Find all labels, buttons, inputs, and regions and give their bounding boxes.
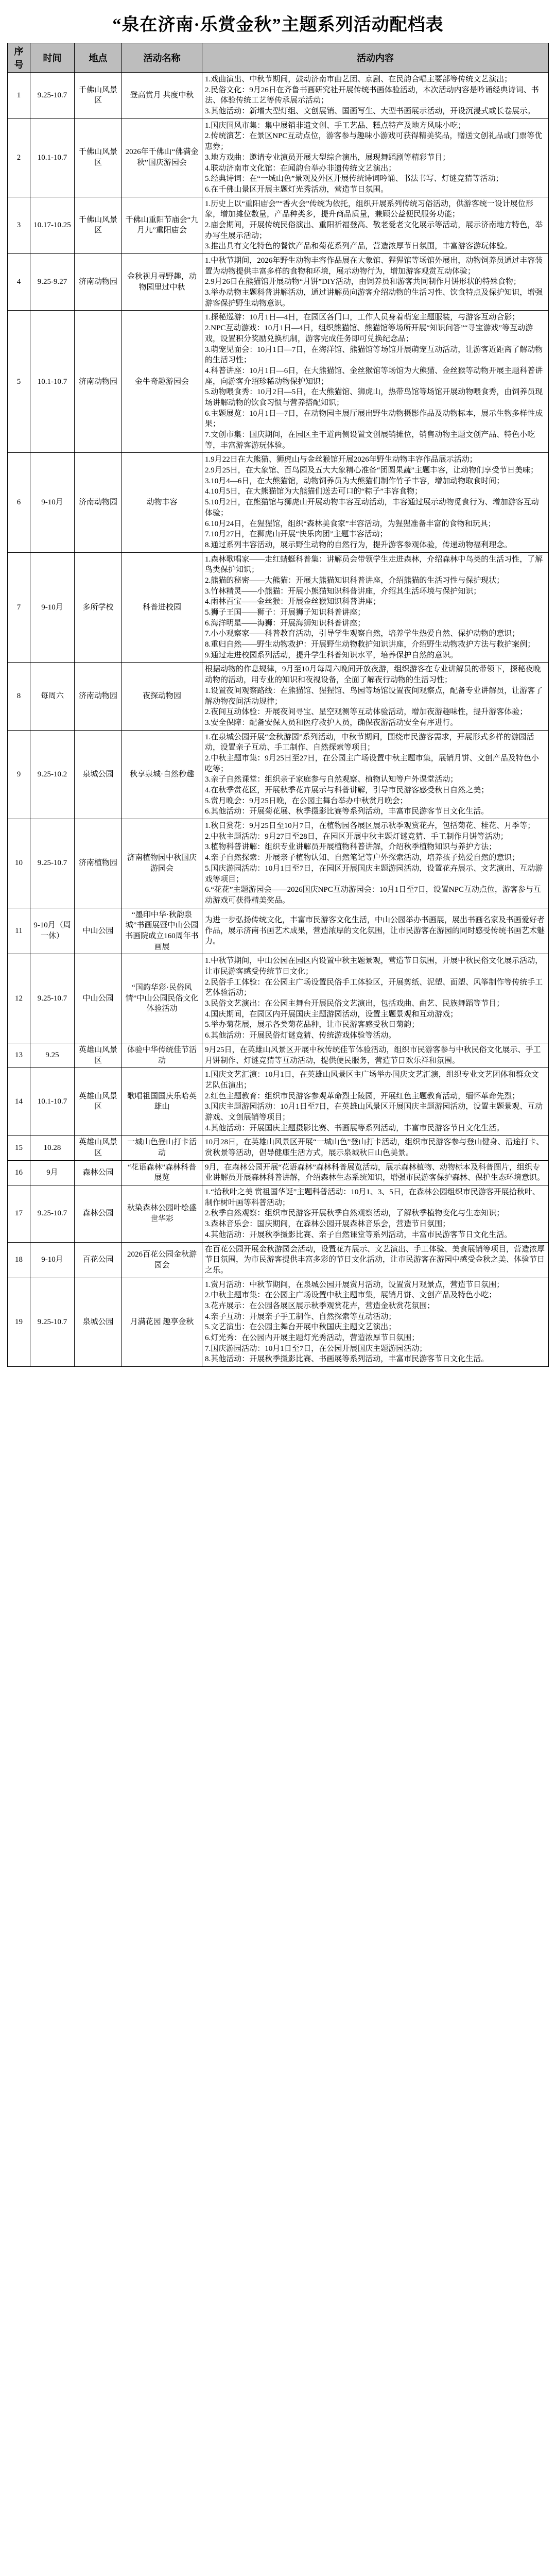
activity-item: 3.植物科普讲解：组织专业讲解员开展植物科普讲解，介绍秋季植物知识与养护方法；: [205, 843, 497, 852]
activity-item: 9.通过走进校园系列活动，提升学生科普知识水平，培养保护自然的意识。: [205, 651, 458, 659]
row-time: 9-10月（周一休）: [30, 908, 75, 954]
row-place: 济南动物园: [75, 311, 122, 453]
row-number: 13: [8, 1043, 30, 1067]
row-activity-content: [202, 1278, 549, 1367]
activity-item: 2.熊猫的秘密——大熊猫：开展大熊猫知识科普讲座，介绍熊猫的生活习性与保护现状；: [205, 576, 505, 585]
activity-item: 6.在千佛山景区开展主题灯光秀活动，营造节日氛围。: [205, 185, 389, 194]
row-activity-name: 歌唱祖国国庆乐哈英雄山: [122, 1068, 202, 1136]
row-place: 济南动物园: [75, 663, 122, 730]
row-time: 10.1-10.7: [30, 1068, 75, 1136]
header-activity-content: 活动内容: [202, 43, 549, 73]
row-time: 9-10月: [30, 453, 75, 552]
row-place: 济南动物园: [75, 254, 122, 311]
activity-item: 1.在泉城公园开展“金秋游园”系列活动，中秋节期间，围绕市民游客需求，开展形式多样的游园活动，设置亲子互动、手工制作、自然探索等项目；: [205, 733, 534, 752]
row-activity-name: 夜探动物园: [122, 663, 202, 730]
row-place: 中山公园: [75, 908, 122, 954]
activity-item: 2.红色主题教育：组织市民游客参观革命烈士陵园，开展红色主题教育活动，缅怀革命先烈；: [205, 1092, 520, 1100]
activity-item: 9月25日，在英雄山风景区开展中秋传统佳节体验活动，组织市民游客参与中秋民俗文化展示、手工月饼制作、灯谜竞猜等互动活动，提供便民服务，营造节日欢乐祥和氛围。: [205, 1045, 541, 1065]
activity-item: 6.灯光秀：在公园内开展主题灯光秀活动，营造浓厚节日氛围；: [205, 1334, 420, 1342]
table-row: [8, 197, 549, 253]
table-row: [8, 819, 549, 908]
row-number: 4: [8, 254, 30, 311]
table-row: [8, 254, 549, 311]
row-place: 济南植物园: [75, 819, 122, 908]
row-activity-name: 动物丰容: [122, 453, 202, 552]
activity-item: 3.其他活动：新增大型灯组、文创展销、国画写生、大型书画展示活动，开设沉浸式或长卷展示。: [205, 107, 535, 116]
activity-item: 2.传统演艺：在景区NPC互动点位，游客参与趣味小游戏可获得精美奖品，赠送文创礼品或门票等优惠券；: [205, 132, 543, 151]
row-activity-content: [202, 954, 549, 1043]
activity-item: 2.中秋主题市集：9月25日至27日，在公园主广场设置中秋主题市集，展销月饼、文创产品及特色小吃等；: [205, 754, 539, 773]
activity-item: 5.动物喂食秀：10月2日—5日，在大熊猫馆、狮虎山，热带鸟馆等场馆开展动物喂食秀，由饲养员现场讲解动物的饮食习惯与营养搭配知识；: [205, 388, 543, 407]
row-activity-name: 2026百花公园金秋游园会: [122, 1242, 202, 1278]
row-activity-name: “国韵华彩·民俗风情”中山公园民俗文化体验活动: [122, 954, 202, 1043]
activity-item: 3.推出具有文化特色的餐饮产品和菊花系列产品，营造浓厚节日氛围，丰富游客游玩体验。: [205, 242, 512, 251]
activity-item: 1.历史上以“重阳庙会”“香火会”传统为依托，组织开展系列传统习俗活动，供游客统一设计展位形象，增加摊位数量，产品种类多，提升商品质量，兼顾公益便民服务功能；: [205, 199, 533, 219]
row-number: 8: [8, 663, 30, 730]
row-activity-name: 登高赏月 共度中秋: [122, 73, 202, 119]
row-time: 9.25-10.7: [30, 73, 75, 119]
row-number: 12: [8, 954, 30, 1043]
table-row: [8, 954, 549, 1043]
activity-item: 4.国庆期间，在园区内开展国庆主题游园活动，设置主题景观和互动游戏；: [205, 1010, 458, 1019]
activity-item: 4.其他活动：开展秋季摄影比赛、亲子自然课堂等系列活动，丰富市民游客节日文化生活。: [205, 1230, 512, 1239]
row-place: 英雄山风景区: [75, 1043, 122, 1067]
activity-item: 3.地方戏曲：邀请专业演员开展大型综合演出，展现舞蹈剧等精彩节目；: [205, 153, 450, 162]
activity-item: 3.国庆主题游园活动：10月1日至7日，在英雄山风景区开展国庆主题游园活动，设置主题景观、互动游戏、文创展销等项目；: [205, 1103, 543, 1122]
activity-item: 4.联动济南市文化馆：在闻韵台举办非遗传统文艺演出；: [205, 164, 396, 173]
activity-item: 6.“花花”主题游园会——2026国庆NPC互动游园会：10月1日至7日，设置NPC互动点位，游客参与互动游戏可获得精美奖品。: [205, 886, 541, 905]
row-activity-name: 千佛山重阳节庙会“九月九”重阳庙会: [122, 197, 202, 253]
table-row: [8, 730, 549, 819]
row-time: 9.25-10.7: [30, 819, 75, 908]
header-time: 时间: [30, 43, 75, 73]
activity-item: 4.雨林百宝——金丝猴：开展金丝猴知识科普讲座；: [205, 598, 381, 606]
row-number: 5: [8, 311, 30, 453]
row-number: 15: [8, 1136, 30, 1160]
activity-item: 3.10月4—6日，在大熊猫馆，动物饲养员为大熊猫们制作竹子丰容，增加动物取食时间；: [205, 477, 505, 485]
table-header-row: [8, 43, 549, 73]
row-activity-content: [202, 73, 549, 119]
activity-item: 5.经典诗词：在“一城山色”景观及外区开展传统诗词吟诵、书法书写、灯谜竞猜等活动；: [205, 175, 503, 183]
row-activity-content: [202, 1160, 549, 1185]
activity-item: 1.国庆国风市集：集中展销非遗文创、手工艺品、糕点特产及地方风味小吃；: [205, 121, 466, 130]
activity-item: 1.赏月活动：中秋节期间，在泉城公园开展赏月活动，设置赏月观景点，营造节日氛围；: [205, 1280, 505, 1289]
row-activity-name: 金牛奇趣游园会: [122, 311, 202, 453]
header-activity-name: 活动名称: [122, 43, 202, 73]
activity-item: 4.亲子自然探索：开展亲子植物认知、自然笔记等户外探索活动，培养孩子热爱自然的意识；: [205, 854, 520, 862]
header-place: 地点: [75, 43, 122, 73]
activity-item: 1.国庆文艺汇演：10月1日，在英雄山风景区主广场举办国庆文艺汇演，组织专业文艺团体和群众文艺队伍演出；: [205, 1071, 539, 1090]
row-activity-content: [202, 908, 549, 954]
row-activity-name: 一城山色登山打卡活动: [122, 1136, 202, 1160]
document-title: “泉在济南·乐赏金秋”主题系列活动配档表: [112, 15, 444, 35]
row-place: 森林公园: [75, 1160, 122, 1185]
row-activity-content: [202, 1068, 549, 1136]
row-number: 18: [8, 1242, 30, 1278]
activity-item: 2.夜间互动体验：开展夜间寻宝、星空观测等互动体验活动，增加夜游趣味性，提升游客体验；: [205, 708, 528, 717]
activity-item: 5.赏月晚会：9月25日晚，在公园主舞台举办中秋赏月晚会；: [205, 796, 408, 805]
row-number: 3: [8, 197, 30, 253]
row-time: 9-10月: [30, 1242, 75, 1278]
table-row: [8, 1068, 549, 1136]
activity-item: 1.森林歌唱家——走红蜻蜓科普集：讲解员会带领学生走进森林，介绍森林中鸟类的生活习性，了解鸟类保护知识；: [205, 555, 543, 574]
row-number: 14: [8, 1068, 30, 1136]
row-activity-name: 体验中华传统佳节活动: [122, 1043, 202, 1067]
activity-item: 1.中秋节期间，2026年野生动物丰容作品展在大象馆、猩猩馆等场馆外展出，动物饲养员通过丰容装置为动物提供丰富多样的食物和环境，展示动物行为，增加游客观赏互动体验；: [205, 257, 543, 276]
row-activity-name: 秋染森林公园叶绘盛世华彩: [122, 1185, 202, 1242]
activity-item: 2.9月25日，在大象馆、百鸟园及五大大象精心准备“团圆果蔬”主题丰容，让动物们享受节日美味；: [205, 466, 538, 475]
activity-item: 为进一步弘扬传统文化，丰富市民游客文化生活，中山公园举办书画展，展出书画名家及书画爱好者作品，展示济南书画艺术成果，营造浓厚的文化氛围，让市民游客在游园的同时感受传统书画艺术魅力。: [205, 916, 545, 946]
activity-item: 6.主题展览：10月1日—7日，在动物园主展厅展出野生动物摄影作品及动物标本，展示生物多样性成果；: [205, 409, 543, 429]
activity-item: 2.庙会期间，开展传统民俗演出、重阳祈福登高、敬老爱老文化展示等活动，展示济南地方特色，举办写生展示活动；: [205, 221, 543, 240]
table-row: [8, 453, 549, 552]
row-activity-name: 2026年千佛山“佛满金秋”国庆游园会: [122, 118, 202, 197]
activity-item: 10月28日，在英雄山风景区开展“一城山色”登山打卡活动，组织市民游客参与登山健身、沿途打卡、赏秋景等活动，倡导健康生活方式，展示泉城秋日山色美景。: [205, 1138, 544, 1157]
row-activity-content: [202, 254, 549, 311]
activity-item: 5.举办菊花展，展示各类菊花品种，让市民游客感受秋日菊韵；: [205, 1021, 420, 1029]
row-activity-name: 济南植物园中秋国庆游园会: [122, 819, 202, 908]
row-time: 10.28: [30, 1136, 75, 1160]
row-place: 济南动物园: [75, 453, 122, 552]
activity-item: 6.其他活动：开展民俗灯谜竞猜、传统游戏体验等活动。: [205, 1031, 396, 1040]
activity-item: 4.在秋季赏花区，开展秋季花卉展示与科普讲解，引导市民游客感受秋日自然之美；: [205, 786, 489, 794]
table-row: [8, 1278, 549, 1367]
table-row: [8, 118, 549, 197]
row-activity-name: 月满花园 趣享金秋: [122, 1278, 202, 1367]
row-activity-content: [202, 197, 549, 253]
row-number: 6: [8, 453, 30, 552]
row-activity-content: [202, 552, 549, 663]
row-number: 7: [8, 552, 30, 663]
activity-item: 7.10月27日，在狮虎山开展“快乐肉团”主题丰容活动；: [205, 530, 388, 539]
activity-item: 7.小小观察家——科普教育活动，引导学生观察自然，培养学生热爱自然、保护动物的意识；: [205, 630, 520, 638]
table-row: [8, 1185, 549, 1242]
table-row: [8, 908, 549, 954]
row-time: 9.25-10.2: [30, 730, 75, 819]
row-number: 19: [8, 1278, 30, 1367]
activity-item: 8.通过系列丰容活动，展示野生动物的自然行为，提升游客参观体验，传递动物福利理念。: [205, 540, 512, 549]
activity-item: 5.10月2日，在熊猫馆与狮虎山开展动物丰容互动活动，丰容通过展示动物觅食行为、增加游客互动体验；: [205, 498, 539, 517]
activity-item: 4.科普讲座：10月1日—6日，在大熊猫馆、金丝猴馆等场馆为大熊猫、金丝猴等动物开展主题科普讲座，向游客介绍珍稀动物保护知识；: [205, 366, 543, 386]
activity-item: 3.亲子自然课堂：组织亲子家庭参与自然观察、植物认知等户外课堂活动；: [205, 775, 458, 784]
activity-schedule-table: [7, 43, 549, 1367]
activity-item: 在百花公园开展金秋游园会活动，设置花卉展示、文艺演出、手工体验、美食展销等项目，营造浓厚节日氛围，为市民游客提供丰富多彩的节日文化活动，让市民游客在游园中感受金秋之美、体验节日之乐。: [205, 1245, 545, 1275]
row-time: 9.25-10.7: [30, 1278, 75, 1367]
row-time: 9.25-10.7: [30, 1185, 75, 1242]
row-number: 16: [8, 1160, 30, 1185]
activity-item: 6.10月24日，在猩猩馆，组织“森林美食家”丰容活动，为猩猩准备丰富的食物和玩具；: [205, 519, 496, 528]
row-activity-name: 金秋视月寻野趣，动物园里过中秋: [122, 254, 202, 311]
row-time: 10.1-10.7: [30, 311, 75, 453]
row-activity-name: 秋享泉城·自然秒趣: [122, 730, 202, 819]
row-place: 泉城公园: [75, 1278, 122, 1367]
activity-item: 1.中秋节期间，中山公园在园区内设置中秋主题景观，营造节日氛围，开展中秋民俗文化展示活动，让市民游客感受传统节日文化；: [205, 957, 543, 976]
row-time: 10.17-10.25: [30, 197, 75, 253]
row-number: 1: [8, 73, 30, 119]
activity-item: 8.其他活动：开展秋季摄影比赛、书画展等系列活动，丰富市民游客节日文化生活。: [205, 1355, 489, 1364]
table-row: [8, 1242, 549, 1278]
row-place: 泉城公园: [75, 730, 122, 819]
activity-item: 4.亲子互动：开展亲子手工制作、自然探索等互动活动；: [205, 1312, 396, 1321]
activity-item: 2.民俗手工体验：在公园主广场设置民俗手工体验区，开展剪纸、泥塑、面塑、风筝制作等传统手工艺体验活动；: [205, 978, 543, 997]
activity-item: 3.森林音乐会：国庆期间，在森林公园开展森林音乐会，营造节日氛围；: [205, 1220, 450, 1229]
row-activity-content: [202, 1136, 549, 1160]
row-activity-name: “墨印中华·秋韵泉城”书画展暨中山公园书画院成立160周年书画展: [122, 908, 202, 954]
row-time: 9月: [30, 1160, 75, 1185]
row-time: 9.25-9.27: [30, 254, 75, 311]
row-activity-content: [202, 118, 549, 197]
table-row: [8, 311, 549, 453]
table-body: [8, 73, 549, 1367]
row-activity-content: [202, 1185, 549, 1242]
header-no: 序号: [8, 43, 30, 73]
table-row: [8, 1136, 549, 1160]
row-number: 9: [8, 730, 30, 819]
row-time: 9.25: [30, 1043, 75, 1067]
row-activity-content: [202, 819, 549, 908]
row-activity-content: [202, 453, 549, 552]
row-place: 千佛山风景区: [75, 197, 122, 253]
row-time: 9-10月: [30, 552, 75, 663]
row-place: 英雄山风景区: [75, 1068, 122, 1136]
activity-item: 根据动物的作息规律，9月至10月每周六晚间开放夜游，组织游客在专业讲解员的带领下，探秘夜晚动物的活动，用专业的知识和夜视设备，全面了解夜行动物的生活习性；: [205, 665, 541, 685]
activity-item: 1.9月22日在大熊猫、狮虎山与金丝猴馆开展2026年野生动物丰容作品展示活动；: [205, 455, 477, 464]
row-activity-content: [202, 663, 549, 730]
row-place: 英雄山风景区: [75, 1136, 122, 1160]
activity-item: 5.国庆游园活动：10月1日至7日，在园区开展国庆主题游园活动，设置花卉展示、文艺演出、互动游戏等项目；: [205, 864, 543, 884]
activity-item: 5.狮子王国——狮子：开展狮子知识科普讲座；: [205, 608, 366, 617]
row-time: 每周六: [30, 663, 75, 730]
activity-item: 3.萌宠见面会：10月1日—7日，在海洋馆、熊猫馆等场馆开展萌宠互动活动，让游客近距离了解动物的生活习性；: [205, 345, 543, 365]
activity-item: 9月，在森林公园开展“花语森林”森林科普展览活动，展示森林植物、动物标本及科普图片，组织专业讲解员开展森林科普讲解，介绍森林生态系统知识，增强市民游客保护森林、保护生态环境意识。: [205, 1163, 545, 1182]
activity-item: 4.其他活动：开展国庆主题摄影比赛、书画展等系列活动，丰富市民游客节日文化生活。: [205, 1124, 505, 1132]
activity-item: 3.花卉展示：在公园各展区展示秋季观赏花卉，营造金秋赏花氛围；: [205, 1301, 435, 1310]
activity-item: 7.文创市集：国庆期间，在园区主干道两侧设置文创展销摊位，销售动物主题文创产品、特色小吃等，丰富游客游玩体验。: [205, 431, 535, 450]
activity-item: 7.国庆游园活动：10月1日至7日，在公园开展国庆主题游园活动；: [205, 1344, 427, 1353]
row-activity-content: [202, 311, 549, 453]
row-activity-content: [202, 1242, 549, 1278]
row-place: 百花公园: [75, 1242, 122, 1278]
activity-item: 2.NPC互动游戏：10月1日—4日，组织熊猫馆、熊猫馆等场所开展“知识问答”“寻宝游戏”等互动游戏，设置积分奖励兑换机制，游客完成任务即可兑换纪念品；: [205, 324, 533, 343]
activity-item: 1.探秘巡游：10月1日—4日，在园区各门口，工作人员身着萌宠主题服装，与游客互动合影；: [205, 313, 520, 322]
row-number: 10: [8, 819, 30, 908]
row-time: 9.25-10.7: [30, 954, 75, 1043]
activity-item: 1.戏曲演出、中秋节期间，鼓动济南市曲艺团、京剧、在民韵合唱主要部等传统文艺演出；: [205, 75, 512, 83]
activity-item: 3.安全保障：配备安保人员和医疗救护人员，确保夜游活动安全有序进行。: [205, 718, 458, 727]
row-place: 千佛山风景区: [75, 118, 122, 197]
row-place: 森林公园: [75, 1185, 122, 1242]
row-activity-name: “花语森林”森林科普展览: [122, 1160, 202, 1185]
activity-item: 5.文艺演出：在公园主舞台开展中秋国庆主题文艺演出；: [205, 1323, 396, 1332]
activity-item: 2.中秋主题市集：在公园主广场设置中秋主题市集，展销月饼、文创产品及特色小吃；: [205, 1291, 497, 1300]
activity-item: 3.竹林精灵——小熊猫：开展小熊猫知识科普讲座，介绍其生活环境与保护知识；: [205, 587, 481, 596]
activity-item: 1.设置夜间观察路线：在熊猫馆、猩猩馆、鸟园等场馆设置夜间观察点，配备专业讲解员，让游客了解动物夜间活动规律；: [205, 686, 543, 706]
table-row: [8, 552, 549, 663]
row-place: 中山公园: [75, 954, 122, 1043]
row-activity-content: [202, 1043, 549, 1067]
activity-item: 1.秋日赏花：9月25日至10月7日，在植物园各展区展示秋季观赏花卉，包括菊花、桂花、月季等；: [205, 822, 535, 831]
activity-item: 4.10月5日，在大熊猫馆为大熊猫们送去可口的“粽子”丰容食物；: [205, 487, 423, 496]
table-row: [8, 73, 549, 119]
table-row: [8, 1160, 549, 1185]
row-time: 10.1-10.7: [30, 118, 75, 197]
row-number: 17: [8, 1185, 30, 1242]
row-activity-content: [202, 730, 549, 819]
activity-item: 8.重归自然——野生动物救护：开展野生动物救护知识讲座，介绍野生动物救护方法与救护案例；: [205, 640, 535, 649]
row-place: 多所学校: [75, 552, 122, 663]
activity-item: 3.举办动物主题科普讲解活动，通过讲解员向游客介绍动物的生活习性、饮食特点及保护知识，增强游客保护野生动物意识。: [205, 289, 543, 308]
activity-item: 6.其他活动：开展菊花展、秋季摄影比赛等系列活动，丰富市民游客节日文化生活。: [205, 807, 489, 816]
activity-item: 2.中秋主题活动：9月27日至28日，在园区开展中秋主题灯谜竞猜、手工制作月饼等活动；: [205, 832, 508, 841]
activity-item: 1.“拾秋叶之美 赏祖国华诞”主题科普活动：10月1、3、5日，在森林公园组织市民游客开展拾秋叶、制作树叶画等科普活动；: [205, 1188, 540, 1207]
activity-item: 2.9月26日在熊猫馆开展动物“月饼”DIY活动，由饲养员和游客共同制作月饼形状的特殊食物；: [205, 278, 521, 286]
activity-item: 2.民俗文化：9月26日在齐鲁书画研究社开展传统书画体验活动，本次活动内容是吟诵经典诗词、书法、体验传统工艺等传承展示活动；: [205, 86, 539, 105]
row-activity-name: 科普进校园: [122, 552, 202, 663]
table-row: [8, 1043, 549, 1067]
activity-item: 6.海洋明星——海狮：开展海狮知识科普讲座；: [205, 619, 366, 628]
row-place: 千佛山风景区: [75, 73, 122, 119]
row-number: 2: [8, 118, 30, 197]
activity-item: 3.民俗文艺演出：在公园主舞台开展民俗文艺演出，包括戏曲、曲艺、民族舞蹈等节目；: [205, 999, 505, 1008]
activity-item: 2.秋季自然观察：组织市民游客开展秋季自然观察活动，了解秋季植物变化与生态知识；: [205, 1209, 505, 1218]
row-number: 11: [8, 908, 30, 954]
table-row: [8, 663, 549, 730]
